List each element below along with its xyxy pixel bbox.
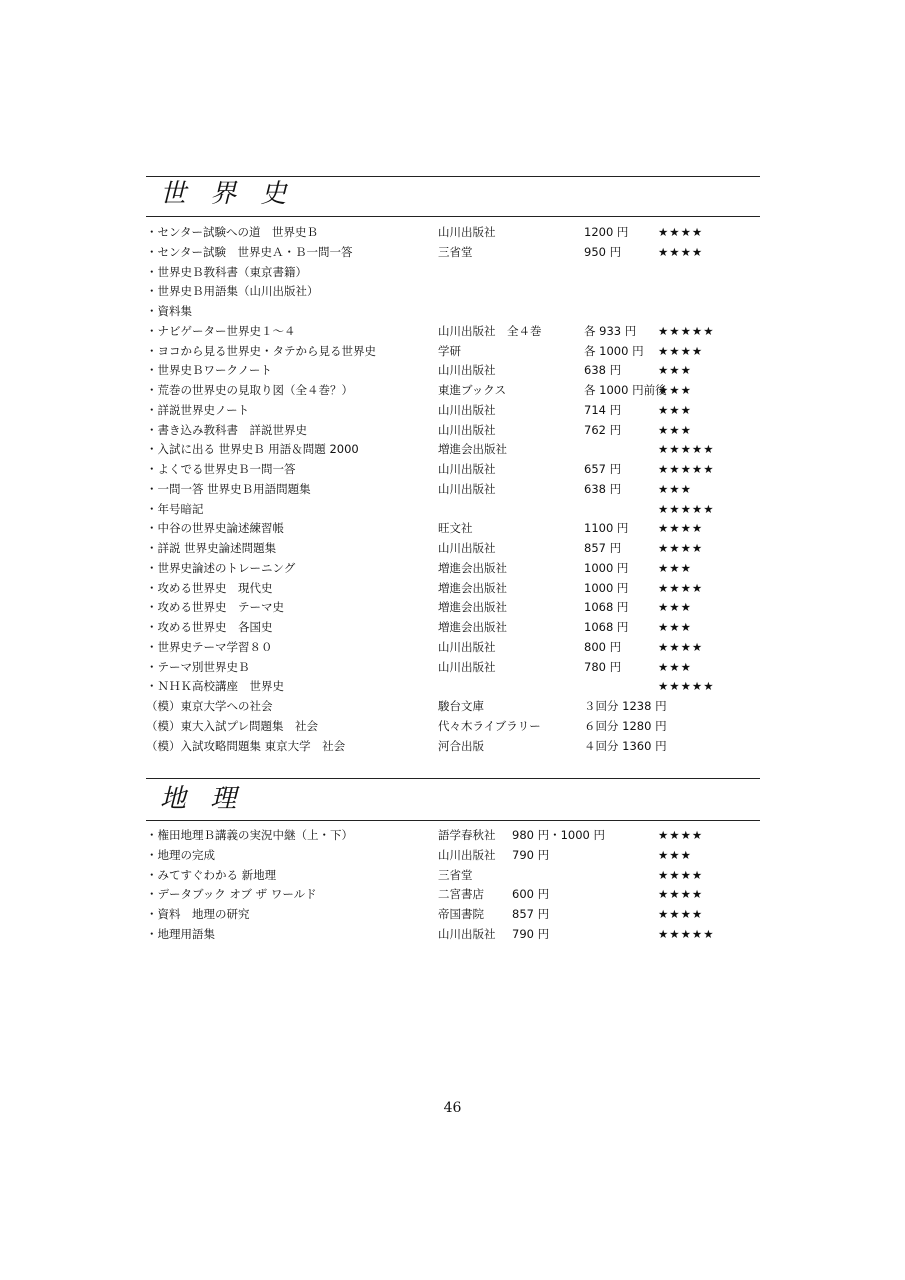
book-rating: ★★★★ [658, 244, 704, 259]
book-price: 950 円 [584, 244, 622, 259]
book-title: ・世界史論述のトレーニング [146, 560, 296, 575]
book-rating: ★★★★★ [658, 926, 715, 941]
list-item [146, 401, 760, 421]
list-item [146, 826, 760, 846]
book-rating: ★★★ [658, 383, 692, 397]
book-title: ・みてすぐわかる 新地理 [146, 867, 277, 882]
book-title: ・テーマ別世界史Ｂ [146, 659, 250, 674]
book-title: ・権田地理Ｂ講義の実況中継（上・下） [146, 828, 353, 842]
book-publisher: 山川出版社 全４巻 [438, 323, 542, 338]
book-publisher: 増進会出版社 [438, 560, 507, 575]
book-price: 714 円 [584, 402, 622, 417]
list-item [146, 243, 760, 263]
list-item [146, 579, 760, 599]
book-rating: ★★★ [658, 560, 692, 575]
book-rating: ★★★ [658, 600, 692, 615]
book-rating: ★★★★ [658, 580, 704, 595]
list-item [146, 717, 760, 737]
book-title: ・世界史Ｂ教科書（東京書籍） [146, 264, 307, 279]
book-rating: ★★★ [658, 363, 692, 378]
book-rating: ★★★★★ [658, 442, 715, 457]
book-title: ・攻める世界史 現代史 [146, 580, 273, 595]
book-rating: ★★★★ [658, 225, 704, 239]
book-rating: ★★★★ [658, 521, 704, 536]
page-number: 46 [443, 1100, 462, 1116]
book-publisher: 学研 [438, 343, 461, 358]
book-list [146, 223, 760, 756]
book-rating: ★★★★ [658, 343, 704, 358]
book-title: ・ＮＨＫ高校講座 世界史 [146, 679, 284, 694]
book-rating: ★★★★ [658, 639, 704, 654]
book-title: ・詳説 世界史論述問題集 [146, 541, 277, 555]
book-publisher: 山川出版社 [438, 639, 496, 654]
book-rating: ★★★★ [658, 887, 704, 902]
book-title: ・センター試験への道 世界史Ｂ [146, 225, 319, 239]
book-price: ６回分 1280 円 [584, 718, 667, 733]
book-price: 1100 円 [584, 521, 629, 536]
list-item [146, 658, 760, 678]
book-title: ・攻める世界史 テーマ史 [146, 600, 284, 615]
book-rating: ★★★★ [658, 907, 704, 921]
book-title: （模）入試攻略問題集 東京大学 社会 [146, 738, 346, 753]
book-publisher: 山川出版社 [438, 847, 496, 862]
section-top-rule [146, 778, 760, 779]
list-item [146, 223, 760, 243]
book-publisher: 山川出版社 [438, 225, 496, 239]
book-price: 780 円 [584, 659, 622, 674]
book-publisher: 東進ブックス [438, 383, 507, 397]
list-item [146, 282, 760, 302]
book-price: 1068 円 [584, 600, 629, 615]
book-publisher: 帝国書院 [438, 907, 484, 921]
book-publisher: 山川出版社 [438, 422, 496, 437]
book-publisher: 駿台文庫 [438, 699, 484, 713]
book-publisher: 山川出版社 [438, 926, 496, 941]
list-item [146, 361, 760, 381]
book-price: 各 1000 円前後 [584, 383, 667, 397]
book-rating: ★★★ [658, 847, 692, 862]
book-price: 980 円・1000 円 [512, 828, 606, 842]
book-rating: ★★★★ [658, 541, 704, 555]
list-item [146, 697, 760, 717]
list-item [146, 342, 760, 362]
section-bottom-rule [146, 216, 760, 217]
book-price: 638 円 [584, 481, 622, 496]
book-publisher: 増進会出版社 [438, 442, 507, 457]
book-publisher: 二宮書店 [438, 887, 484, 902]
book-publisher: 河合出版 [438, 738, 484, 753]
book-list [146, 826, 760, 945]
list-item [146, 885, 760, 905]
section-heading: 地 理 [160, 784, 245, 814]
book-rating: ★★★★ [658, 867, 704, 882]
book-title: ・年号暗記 [146, 501, 204, 516]
book-title: ・攻める世界史 各国史 [146, 620, 273, 634]
list-item [146, 846, 760, 866]
book-publisher: 山川出版社 [438, 402, 496, 417]
book-price: 800 円 [584, 639, 622, 654]
book-title: ・入試に出る 世界史Ｂ 用語＆問題 2000 [146, 442, 359, 457]
book-price: 857 円 [584, 541, 622, 555]
book-title: ・世界史Ｂ用語集（山川出版社） [146, 284, 319, 299]
section-world-history [146, 176, 760, 756]
book-rating: ★★★ [658, 402, 692, 417]
book-title: ・中谷の世界史論述練習帳 [146, 521, 284, 536]
book-title: ・一問一答 世界史Ｂ用語問題集 [146, 481, 311, 496]
book-rating: ★★★★★ [658, 679, 715, 694]
book-title: ・書き込み教科書 詳説世界史 [146, 422, 307, 437]
list-item [146, 737, 760, 757]
book-price: 1200 円 [584, 225, 629, 239]
book-publisher: 山川出版社 [438, 659, 496, 674]
list-item [146, 638, 760, 658]
list-item [146, 618, 760, 638]
book-publisher: 増進会出版社 [438, 580, 507, 595]
book-publisher: 増進会出版社 [438, 620, 507, 634]
book-publisher: 山川出版社 [438, 462, 496, 476]
list-item [146, 440, 760, 460]
book-title: ・ヨコから見る世界史・タテから見る世界史 [146, 343, 376, 358]
book-title: ・詳説世界史ノート [146, 402, 250, 417]
book-title: （模）東京大学への社会 [146, 699, 273, 713]
book-rating: ★★★ [658, 620, 692, 634]
book-title: ・地理用語集 [146, 926, 215, 941]
book-title: ・データブック オブ ザ ワールド [146, 887, 317, 902]
book-title: ・よくでる世界史Ｂ一問一答 [146, 462, 296, 476]
book-publisher: 増進会出版社 [438, 600, 507, 615]
book-publisher: 山川出版社 [438, 481, 496, 496]
book-title: ・資料 地理の研究 [146, 907, 250, 921]
book-title: ・地理の完成 [146, 847, 215, 862]
book-rating: ★★★ [658, 659, 692, 674]
book-title: ・荒巻の世界史の見取り図（全４巻？） [146, 383, 353, 397]
book-publisher: 山川出版社 [438, 363, 496, 378]
book-title: ・ナビゲーター世界史１～４ [146, 323, 296, 338]
list-item [146, 677, 760, 697]
section-geography [146, 778, 760, 958]
book-price: 1000 円 [584, 560, 629, 575]
book-price: 790 円 [512, 926, 550, 941]
book-rating: ★★★★★ [658, 501, 715, 516]
book-publisher: 代々木ライブラリー [438, 718, 541, 733]
list-item [146, 500, 760, 520]
book-title: ・資料集 [146, 304, 192, 318]
book-title: ・世界史Ｂワークノート [146, 363, 272, 378]
list-item [146, 539, 760, 559]
book-rating: ★★★ [658, 422, 692, 437]
book-price: 1068 円 [584, 620, 629, 634]
book-price: 638 円 [584, 363, 622, 378]
book-price: 657 円 [584, 462, 622, 476]
list-item [146, 559, 760, 579]
list-item [146, 519, 760, 539]
list-item [146, 480, 760, 500]
book-rating: ★★★★★ [658, 323, 715, 338]
book-rating: ★★★★★ [658, 462, 715, 476]
book-price: ４回分 1360 円 [584, 738, 667, 753]
book-publisher: 語学春秋社 [438, 828, 496, 842]
book-price: 各 933 円 [584, 323, 637, 338]
section-bottom-rule [146, 820, 760, 821]
book-price: 600 円 [512, 887, 550, 902]
list-item [146, 302, 760, 322]
list-item [146, 263, 760, 283]
book-price: 762 円 [584, 422, 622, 437]
book-publisher: 三省堂 [438, 244, 473, 259]
book-publisher: 山川出版社 [438, 541, 496, 555]
book-rating: ★★★★ [658, 828, 704, 842]
book-title: （模）東大入試プレ問題集 社会 [146, 718, 319, 733]
book-rating: ★★★ [658, 481, 692, 496]
book-price: 1000 円 [584, 580, 629, 595]
list-item [146, 421, 760, 441]
section-heading: 世 界 史 [160, 179, 295, 209]
list-item [146, 598, 760, 618]
book-price: 各 1000 円 [584, 343, 644, 358]
book-publisher: 旺文社 [438, 521, 473, 536]
list-item [146, 460, 760, 480]
list-item [146, 381, 760, 401]
section-top-rule [146, 176, 760, 177]
book-price: 857 円 [512, 907, 550, 921]
book-publisher: 三省堂 [438, 867, 473, 882]
book-price: 790 円 [512, 847, 550, 862]
book-price: ３回分 1238 円 [584, 699, 667, 713]
book-title: ・世界史テーマ学習８０ [146, 639, 273, 654]
list-item [146, 866, 760, 886]
list-item [146, 925, 760, 945]
book-title: ・センター試験 世界史Ａ・Ｂ一問一答 [146, 244, 353, 259]
list-item [146, 905, 760, 925]
list-item [146, 322, 760, 342]
